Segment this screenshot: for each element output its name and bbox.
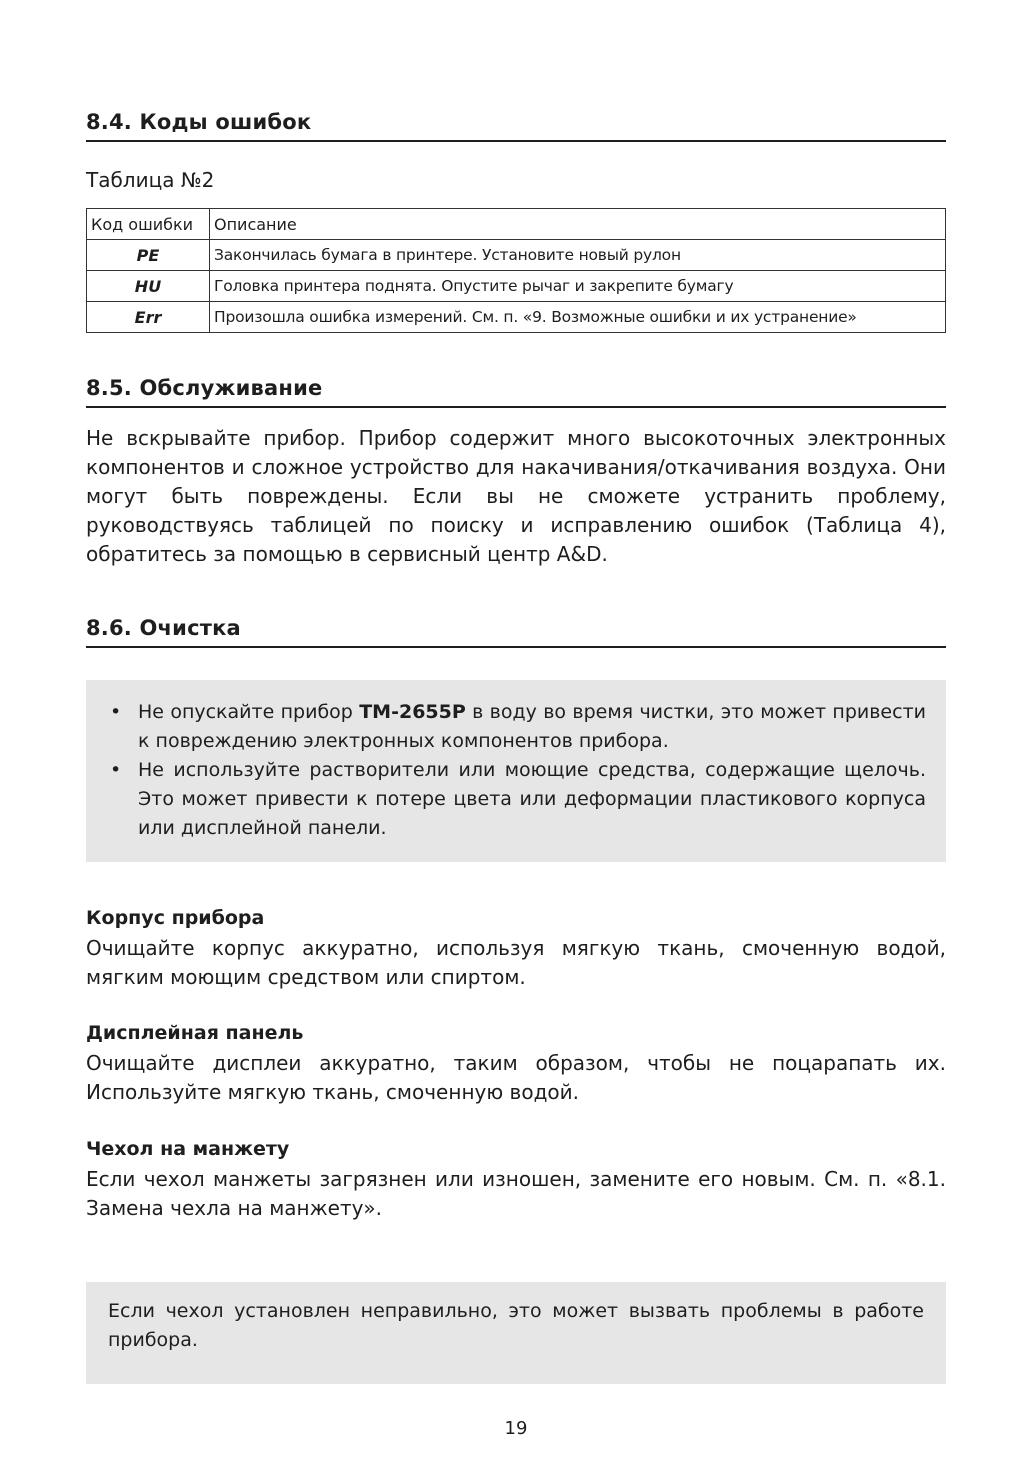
error-description: Произошла ошибка измерений. См. п. «9. Возможные ошибки и их устранение» <box>210 302 946 333</box>
bullet-icon: • <box>110 701 122 723</box>
section-title-cleaning: 8.6. Очистка <box>86 616 946 648</box>
note-text: Если чехол установлен неправильно, это может вызвать проблемы в работе прибора. <box>108 1300 924 1351</box>
error-code: PE <box>87 240 210 271</box>
table-header-code: Код ошибки <box>87 209 210 240</box>
warning-box <box>86 680 946 862</box>
error-description: Закончилась бумага в принтере. Установите новый рулон <box>210 240 946 271</box>
error-code: Err <box>87 302 210 333</box>
subheading-cuff: Чехол на манжету <box>86 1138 290 1160</box>
table-row <box>87 240 946 271</box>
bullet-icon: • <box>110 759 122 781</box>
error-description: Головка принтера поднята. Опустите рычаг и закрепите бумагу <box>210 271 946 302</box>
warning-list <box>86 698 946 843</box>
table-header-row <box>87 209 946 240</box>
cuff-cleaning-text: Если чехол манжеты загрязнен или изношен, замените его новым. См. п. «8.1. Замена чехла на манжету». <box>86 1167 946 1220</box>
section-title-maintenance: 8.5. Обслуживание <box>86 376 946 408</box>
table-row <box>87 302 946 333</box>
maintenance-paragraph: Не вскрывайте прибор. Прибор содержит много высокоточных электронных компонентов и сложное устройство для накачивания/откачивания воздуха. Они могут быть повреждены. Если вы не сможете устранить проблему, руководствуясь таблицей по поиску и исправлению ошибок (Таблица 4), обратитесь за помощью в сервисный центр A&D. <box>86 426 946 566</box>
note-box <box>86 1282 946 1384</box>
page-number: 19 <box>504 1418 528 1439</box>
error-code: HU <box>87 271 210 302</box>
warning-item: • Не используйте растворители или моющие средства, содержащие щелочь. Это может привести к потере цвета или деформации пластикового корпуса или дисплейной панели. <box>86 756 946 843</box>
warning-item: • Не опускайте прибор TM-2655P в воду во время чистки, это может привести к повреждению электронных компонентов прибора. <box>86 698 946 756</box>
table-row <box>87 271 946 302</box>
subheading-body: Корпус прибора <box>86 907 265 929</box>
error-codes-table <box>86 208 946 333</box>
table-header-description: Описание <box>210 209 946 240</box>
display-cleaning-text: Очищайте дисплеи аккуратно, таким образом, чтобы не поцарапать их. Используйте мягкую ткань, смоченную водой. <box>86 1051 946 1104</box>
model-name: TM-2655P <box>359 701 466 723</box>
subheading-display: Дисплейная панель <box>86 1022 304 1044</box>
body-cleaning-text: Очищайте корпус аккуратно, используя мягкую ткань, смоченную водой, мягким моющим средством или спиртом. <box>86 936 946 989</box>
section-title-error-codes: 8.4. Коды ошибок <box>86 110 946 142</box>
table-caption: Таблица №2 <box>86 168 215 192</box>
